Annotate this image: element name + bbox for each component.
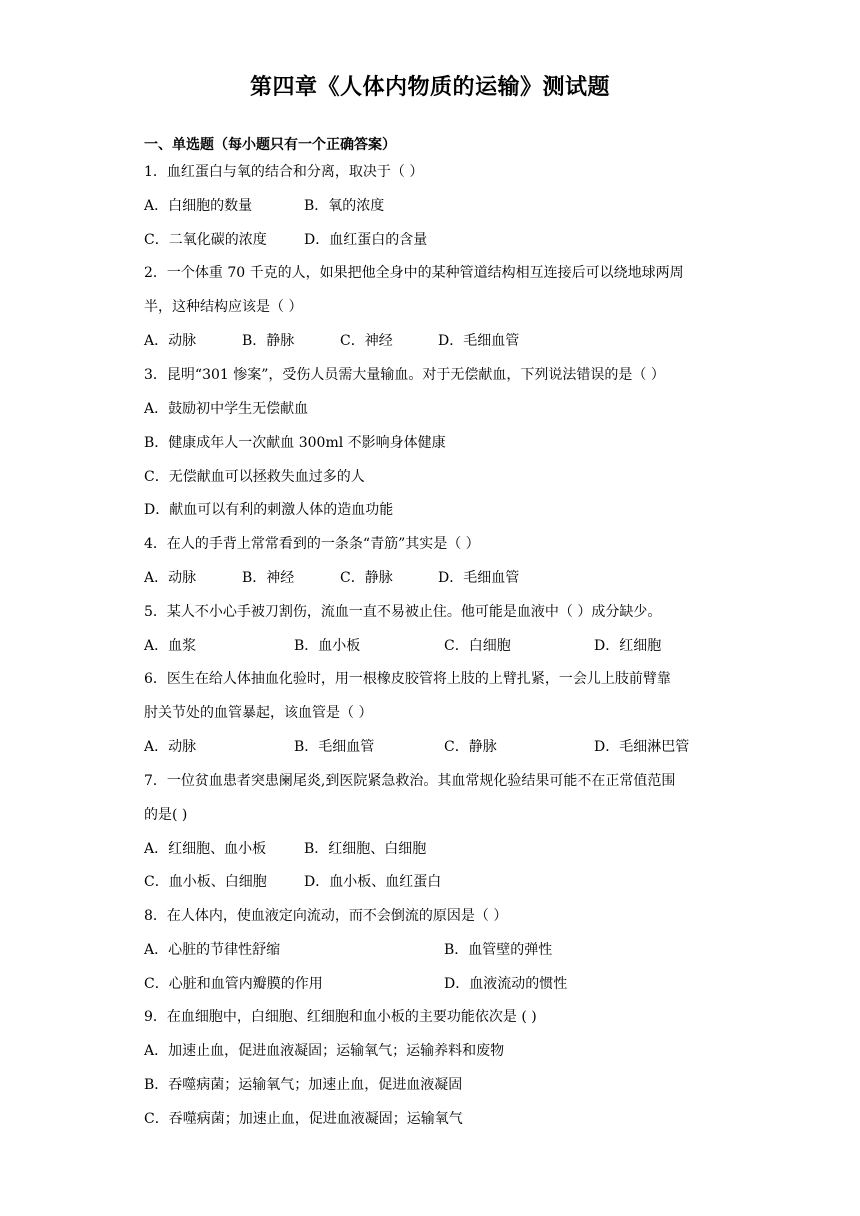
option-row [144,500,724,520]
answer-option: B．血小板 [294,638,361,654]
option-row [144,467,724,487]
option-row [144,568,724,588]
answer-option: D．血红蛋白的含量 [304,232,428,248]
question-stem: 7．一位贫血患者突患阑尾炎,到医院紧急救治。其血常规化验结果可能不在正常值范围 [144,773,676,789]
option-row [144,1109,724,1129]
option-row [144,737,724,757]
answer-option: A．动脉 [144,333,197,349]
answer-option: A．鼓励初中学生无偿献血 [144,401,309,417]
answer-option: C．静脉 [444,739,497,755]
question-stem: 6．医生在给人体抽血化验时，用一根橡皮胶管将上肢的上臂扎紧，一会儿上肢前臂靠 [144,671,671,687]
answer-option: B．神经 [242,570,295,586]
option-row [144,433,724,453]
answer-option: A．动脉 [144,570,197,586]
page-title: 第四章《人体内物质的运输》测试题 [249,75,610,100]
answer-option: D．毛细血管 [438,333,520,349]
section-heading: 一、单选题（每小题只有一个正确答案） [144,137,396,153]
answer-option: B．静脉 [242,333,295,349]
question-stem: 5．某人不小心手被刀割伤，流血一直不易被止住。他可能是血液中（ ）成分缺少。 [144,604,662,620]
option-row [144,230,724,250]
answer-option: A．血浆 [144,638,197,654]
option-row [144,636,724,656]
answer-option: C．吞噬病菌；加速止血，促进血液凝固；运输氧气 [144,1111,463,1127]
option-row [144,196,724,216]
answer-option: C．静脉 [340,570,393,586]
answer-option: D．毛细血管 [438,570,520,586]
question-stem: 8．在人体内，使血液定向流动，而不会倒流的原因是（ ） [144,908,508,924]
question-stem: 半，这种结构应该是（ ） [144,299,303,315]
option-row [144,399,724,419]
question-stem: 3．昆明“301 惨案”，受伤人员需大量输血。对于无偿献血，下列说法错误的是（ ） [144,367,665,383]
answer-option: D．血小板、血红蛋白 [304,874,442,890]
answer-option: B．红细胞、白细胞 [304,841,427,857]
option-row [144,974,724,994]
answer-option: C．神经 [340,333,393,349]
question-stem: 肘关节处的血管暴起，该血管是（ ） [144,705,373,721]
answer-option: A．动脉 [144,739,197,755]
answer-option: C．二氧化碳的浓度 [144,232,267,248]
option-row [144,940,724,960]
answer-option: A．加速止血，促进血液凝固；运输氧气；运输养料和废物 [144,1043,505,1059]
question-stem: 4．在人的手背上常常看到的一条条“青筋”其实是（ ） [144,536,480,552]
answer-option: B．吞噬病菌；运输氧气；加速止血，促进血液凝固 [144,1077,463,1093]
option-row [144,839,724,859]
question-stem: 9．在血细胞中，白细胞、红细胞和血小板的主要功能依次是 ( ) [144,1009,537,1025]
answer-option: B．毛细血管 [294,739,375,755]
option-row [144,1075,724,1095]
question-stem: 2．一个体重 70 千克的人，如果把他全身中的某种管道结构相互连接后可以绕地球两周 [144,265,684,281]
answer-option: B．血管壁的弹性 [444,942,553,958]
answer-option: C．心脏和血管内瓣膜的作用 [144,976,323,992]
option-row [144,872,724,892]
answer-option: D．献血可以有利的刺激人体的造血功能 [144,502,394,518]
answer-option: B．氧的浓度 [304,198,385,214]
answer-option: D．红细胞 [594,638,662,654]
answer-option: B．健康成年人一次献血 300ml 不影响身体健康 [144,435,446,451]
question-stem: 的是( ) [144,807,188,823]
answer-option: A．红细胞、血小板 [144,841,267,857]
answer-option: D．血液流动的惯性 [444,976,568,992]
option-row [144,1041,724,1061]
answer-option: D．毛细淋巴管 [594,739,690,755]
answer-option: A．心脏的节律性舒缩 [144,942,281,958]
question-stem: 1．血红蛋白与氧的结合和分离，取决于（ ） [144,164,424,180]
answer-option: C．血小板、白细胞 [144,874,267,890]
answer-option: C．白细胞 [444,638,511,654]
answer-option: A．白细胞的数量 [144,198,253,214]
answer-option: C．无偿献血可以拯救失血过多的人 [144,469,365,485]
option-row [144,331,724,351]
